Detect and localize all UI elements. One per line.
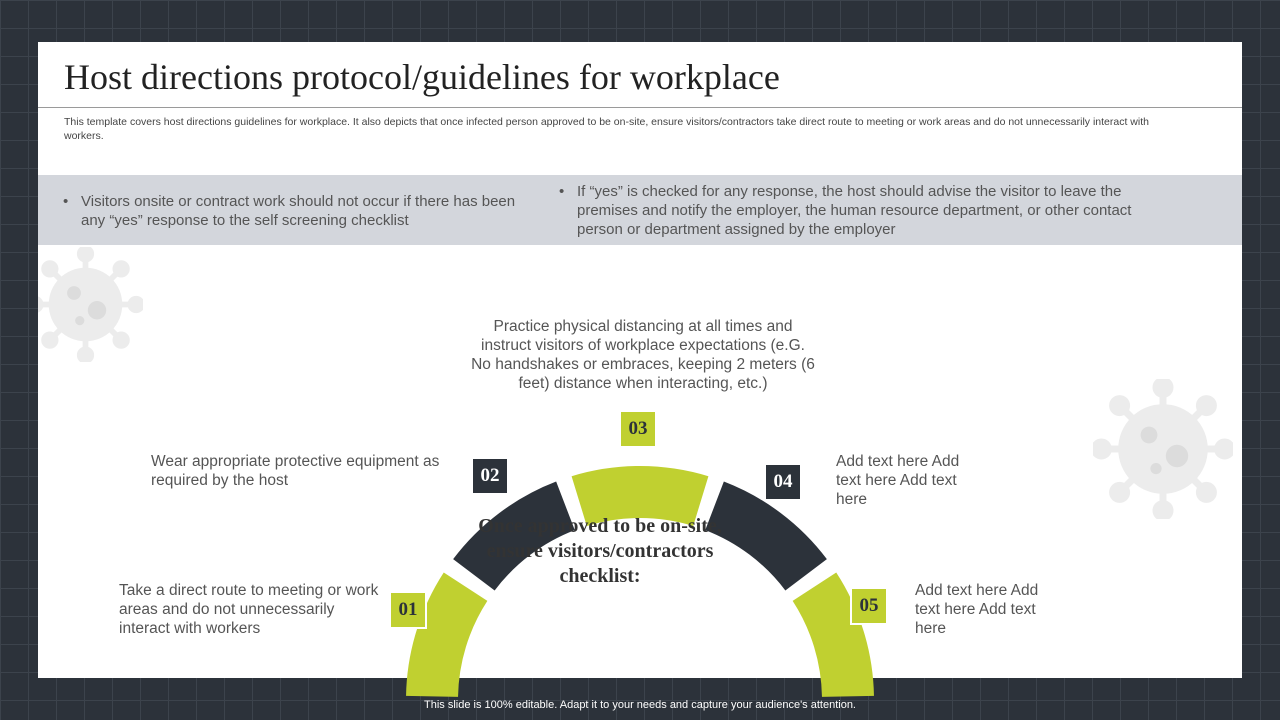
step-number-badge: 04 (764, 463, 802, 501)
step-description: Take a direct route to meeting or work areas and do not unnecessarily interact with workers (119, 582, 379, 637)
bullet-marker: • (559, 183, 565, 200)
step-number-badge: 02 (471, 457, 509, 495)
footer-note: This slide is 100% editable. Adapt it to your needs and capture your audience's attention. (424, 699, 856, 711)
step-description: Wear appropriate protective equipment as required by the host (151, 453, 440, 489)
step-number-badge: 01 (389, 591, 427, 629)
step-description: Add text here Add text here Add text here (836, 453, 960, 508)
bullet-marker: • (63, 193, 69, 210)
bullet-text: If “yes” is checked for any response, the host should advise the visitor to leave the premises and notify the employer, the human resource department, or other contact person or department assigned by the employer (577, 183, 1132, 238)
slide-subtitle: This template covers host directions guidelines for workplace. It also depicts that once infected person approved to be on-site, ensure visitors/contractors take direct route to meeting or work areas and do not unnecessarily interact with workers. (64, 116, 1149, 142)
step-number-badge: 03 (619, 410, 657, 448)
step-number-badge: 05 (850, 587, 888, 625)
slide-title: Host directions protocol/guidelines for workplace (64, 57, 780, 97)
bullet-text: Visitors onsite or contract work should not occur if there has been any “yes” response to the self screening checklist (81, 193, 516, 229)
step-description: Add text here Add text here Add text here (915, 582, 1039, 637)
step-description: Practice physical distancing at all times and instruct visitors of workplace expectations (e.G. No handshakes or embraces, keeping 2 meters (6 feet) distance when interacting, etc.) (471, 318, 815, 392)
arch-center-heading: Once approved to be on-site, ensure visitors/contractors checklist: (478, 515, 722, 587)
